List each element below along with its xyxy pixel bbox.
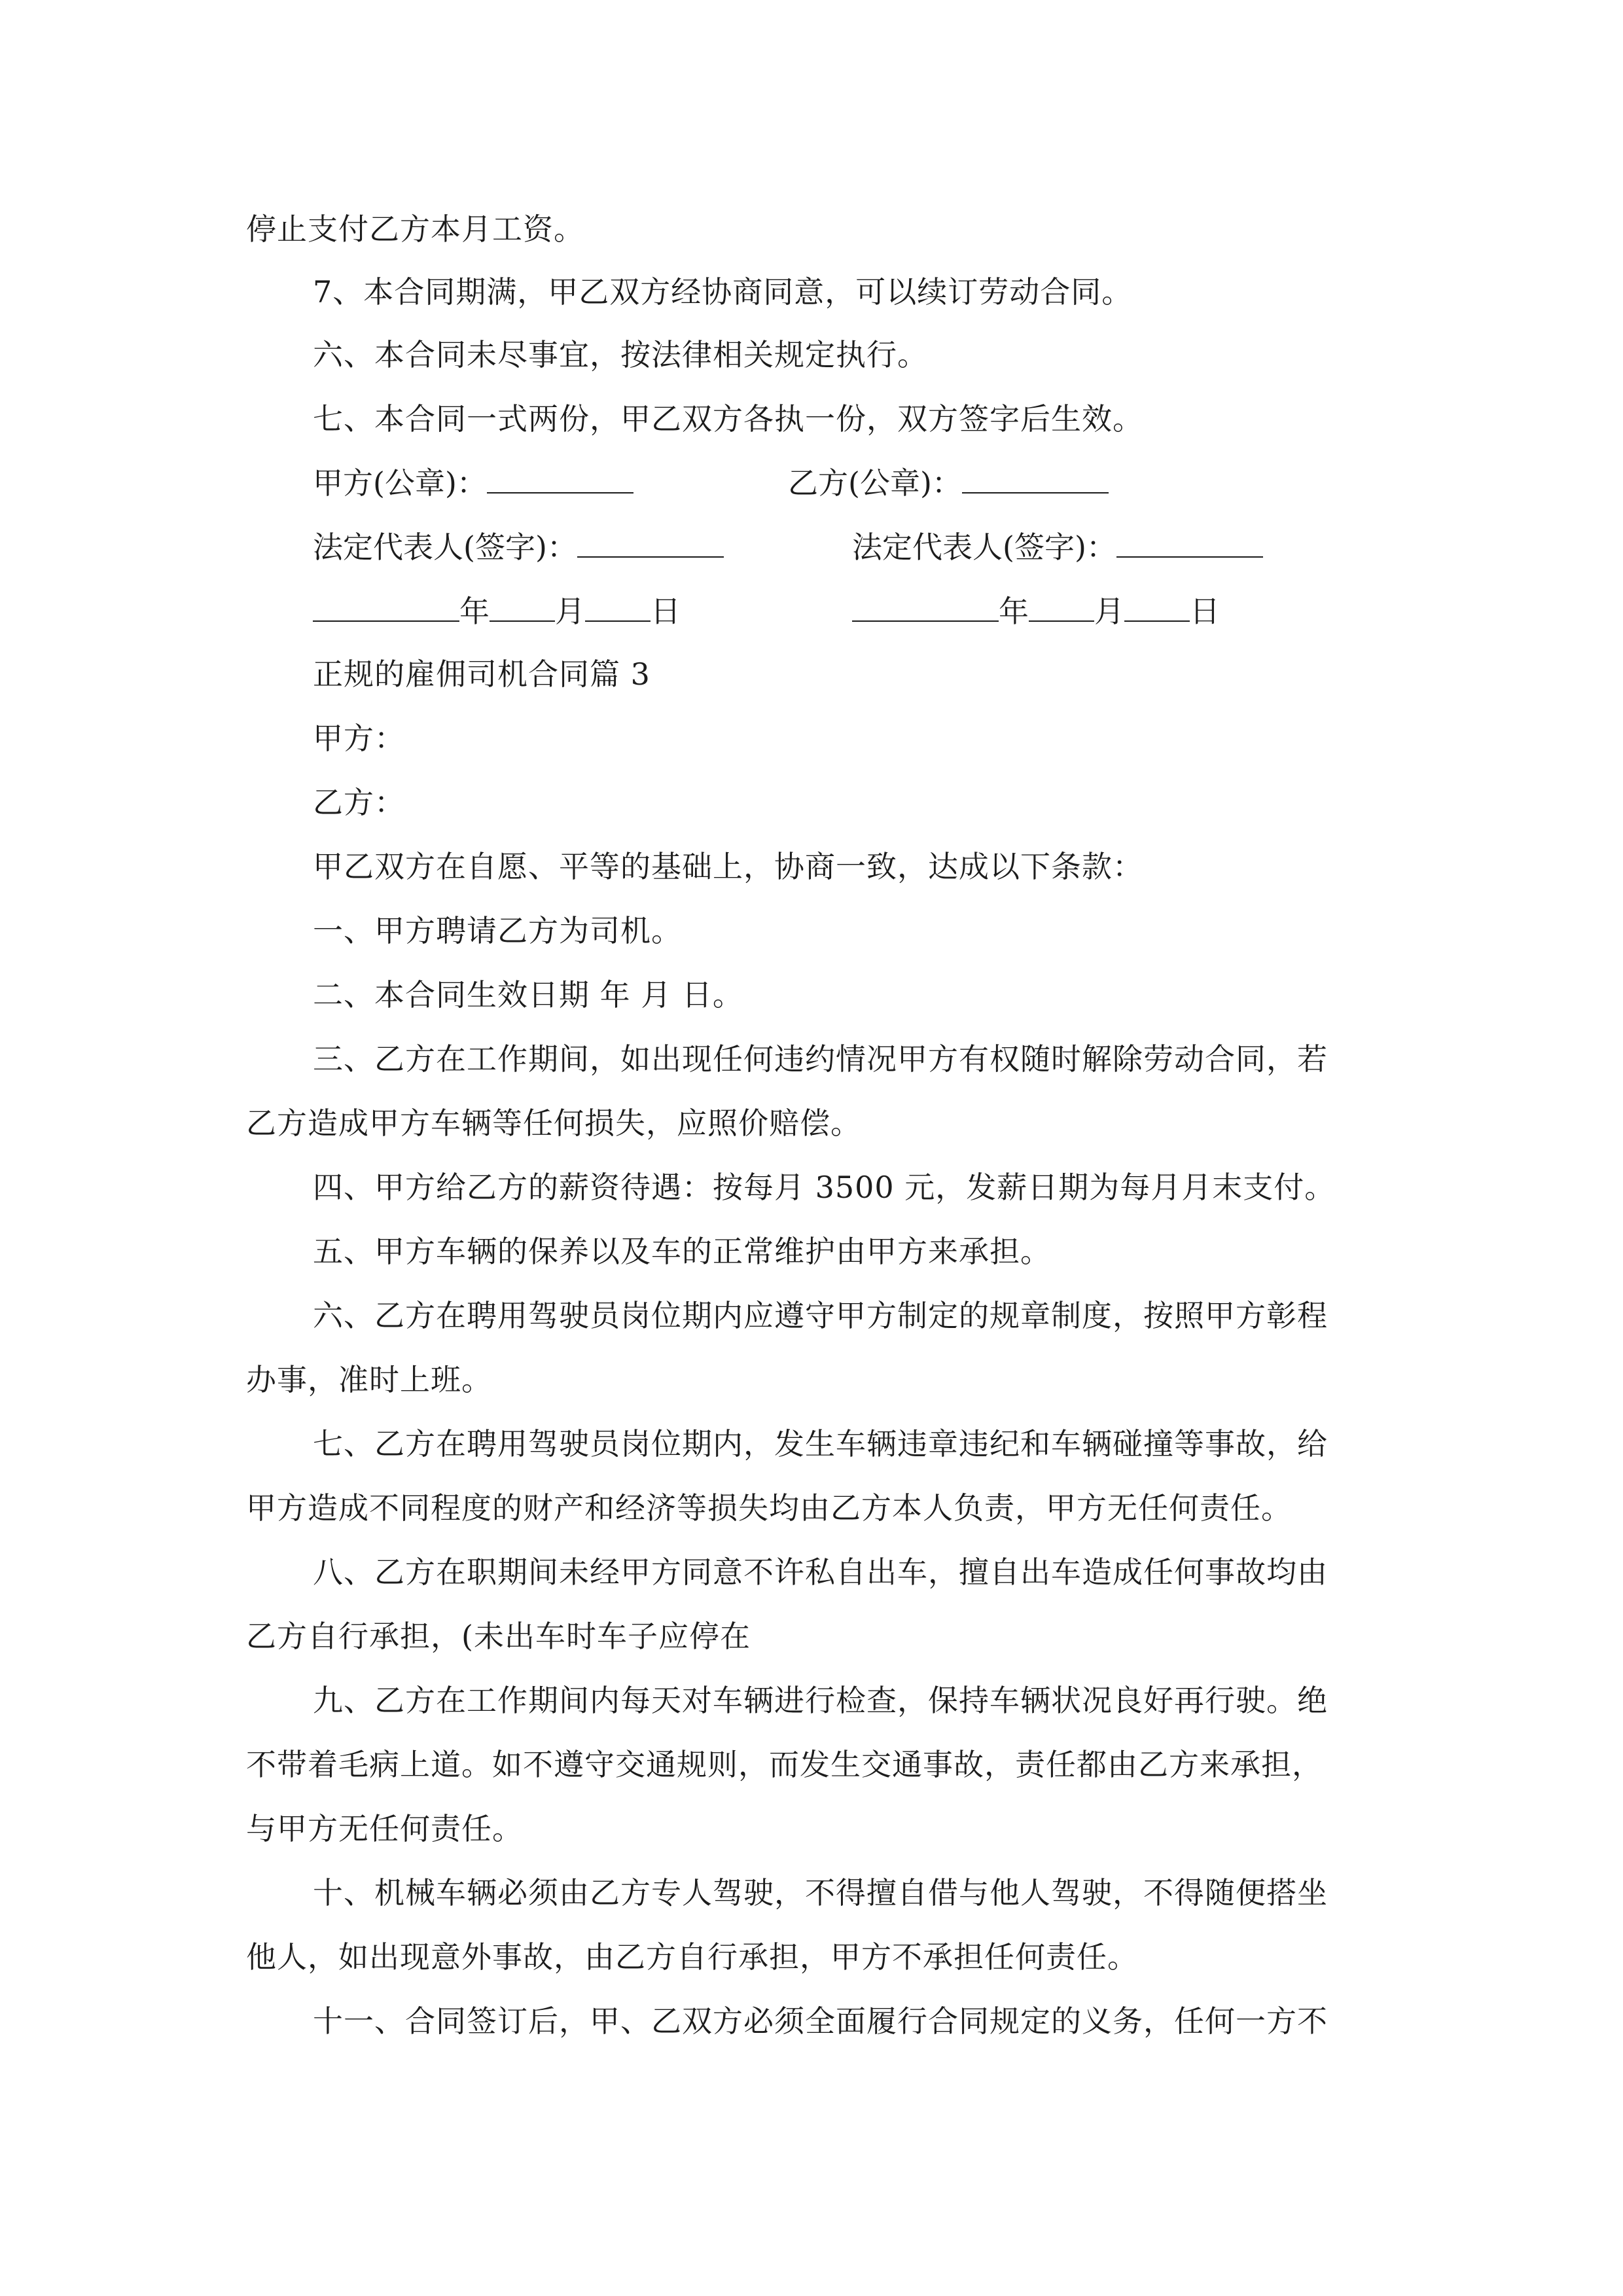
paragraph-line: 七、本合同一式两份，甲乙双方各执一份，双方签字后生效。: [313, 401, 1143, 437]
clause-line: 九、乙方在工作期间内每天对车辆进行检查，保持车辆状况良好再行驶。绝: [313, 1683, 1328, 1718]
party-a-date-field: [313, 592, 681, 631]
year-label: 年: [459, 594, 490, 629]
party-a-seal-blank: [487, 463, 633, 493]
day-blank: [1124, 592, 1190, 622]
party-a-line: 甲方：: [313, 721, 405, 756]
clause-line: 十、机械车辆必须由乙方专人驾驶，不得擅自借与他人驾驶，不得随便搭坐: [313, 1875, 1328, 1910]
month-label: 月: [555, 594, 585, 629]
clause-line: 不带着毛病上道。如不遵守交通规则，而发生交通事故，责任都由乙方来承担，: [246, 1747, 1323, 1782]
party-a-rep-label: 法定代表人(签字)：: [313, 529, 577, 565]
paragraph-line: 六、本合同未尽事宜，按法律相关规定执行。: [313, 337, 928, 372]
clause-line: 与甲方无任何责任。: [246, 1811, 523, 1846]
day-label: 日: [651, 594, 681, 629]
year-label: 年: [999, 594, 1029, 629]
year-blank: [313, 592, 459, 622]
party-a-rep-field: [313, 528, 724, 567]
paragraph-line: 7、本合同期满，甲乙双方经协商同意，可以续订劳动合同。: [313, 274, 1133, 310]
clause-line: 十一、合同签订后，甲、乙双方必须全面履行合同规定的义务，任何一方不: [313, 2003, 1328, 2039]
clause-line: 办事，准时上班。: [246, 1362, 492, 1397]
party-b-date-field: [852, 592, 1220, 631]
party-a-seal-label: 甲方(公章)：: [313, 465, 487, 501]
party-a-rep-blank: [577, 528, 724, 558]
clause-line: 五、甲方车辆的保养以及车的正常维护由甲方来承担。: [313, 1234, 1051, 1269]
clause-line: 一、甲方聘请乙方为司机。: [313, 913, 682, 948]
clause-line: 甲方造成不同程度的财产和经济等损失均由乙方本人负责，甲方无任何责任。: [246, 1490, 1292, 1526]
party-b-seal-field: [788, 463, 1109, 503]
section-title: 正规的雇佣司机合同篇 3: [313, 656, 651, 692]
clause-line: 三、乙方在工作期间，如出现任何违约情况甲方有权随时解除劳动合同，若: [313, 1041, 1328, 1077]
year-blank: [852, 592, 999, 622]
day-blank: [585, 592, 651, 622]
month-label: 月: [1094, 594, 1124, 629]
intro-line: 甲乙双方在自愿、平等的基础上，协商一致，达成以下条款：: [313, 849, 1143, 884]
party-b-seal-label: 乙方(公章)：: [788, 465, 962, 501]
clause-line: 乙方自行承担，(未出车时车子应停在: [246, 1619, 751, 1654]
month-blank: [490, 592, 555, 622]
clause-line: 他人，如出现意外事故，由乙方自行承担，甲方不承担任何责任。: [246, 1939, 1138, 1975]
party-a-seal-field: [313, 463, 633, 503]
party-b-rep-field: [852, 528, 1263, 567]
clause-line: 八、乙方在职期间未经甲方同意不许私自出车，擅自出车造成任何事故均由: [313, 1554, 1328, 1590]
clause-line: 七、乙方在聘用驾驶员岗位期内，发生车辆违章违纪和车辆碰撞等事故，给: [313, 1426, 1328, 1462]
month-blank: [1029, 592, 1094, 622]
day-label: 日: [1190, 594, 1220, 629]
clause-line: 乙方造成甲方车辆等任何损失，应照价赔偿。: [246, 1105, 861, 1141]
clause-line: 四、甲方给乙方的薪资待遇：按每月 3500 元，发薪日期为每月月末支付。: [313, 1170, 1336, 1205]
party-b-rep-label: 法定代表人(签字)：: [852, 529, 1116, 565]
paragraph-line: 停止支付乙方本月工资。: [246, 211, 584, 247]
clause-line: 二、本合同生效日期 年 月 日。: [313, 977, 743, 1013]
party-b-seal-blank: [962, 463, 1109, 493]
party-b-line: 乙方：: [313, 785, 405, 820]
clause-line: 六、乙方在聘用驾驶员岗位期内应遵守甲方制定的规章制度，按照甲方彰程: [313, 1298, 1328, 1333]
party-b-rep-blank: [1116, 528, 1263, 558]
